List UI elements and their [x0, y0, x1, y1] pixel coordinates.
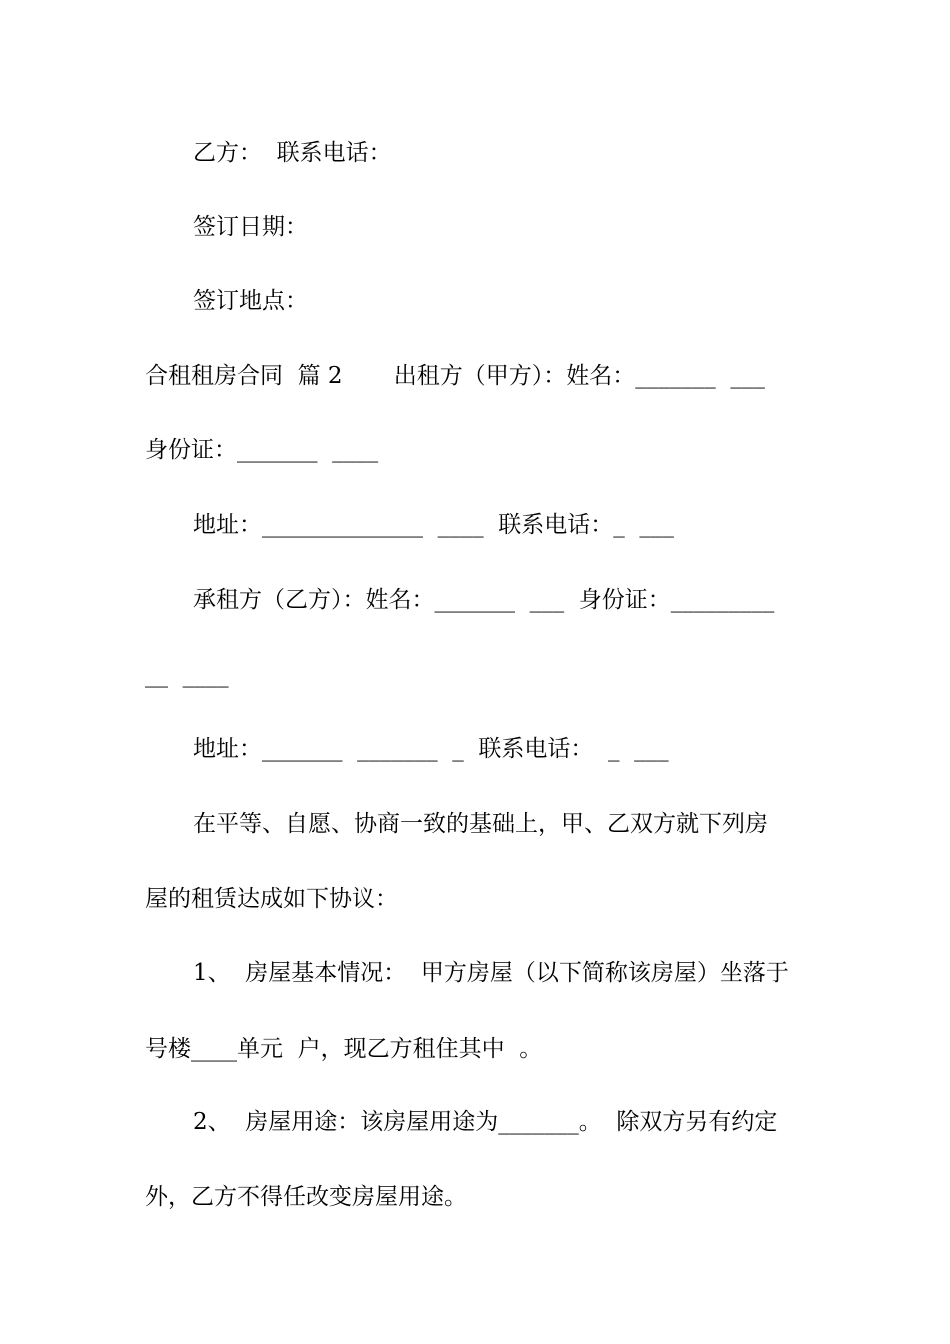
clause-2-line-1: 2、 房屋用途：该房屋用途为_______。 除双方另有约定: [193, 1109, 778, 1135]
signing-date-line: 签订日期：: [193, 214, 308, 240]
clause-1-line-2: 号楼____单元 户，现乙方租住其中 。: [145, 1036, 543, 1062]
clause-2-line-2: 外，乙方不得任改变房屋用途。: [145, 1184, 467, 1210]
clause-1-line-1: 1、 房屋基本情况： 甲方房屋（以下简称该房屋）坐落于: [193, 960, 789, 986]
agreement-intro-line-1: 在平等、自愿、协商一致的基础上，甲、乙双方就下列房: [193, 811, 768, 837]
agreement-intro-line-2: 屋的租赁达成如下协议：: [145, 886, 398, 912]
signing-place-line: 签订地点：: [193, 288, 308, 314]
lessee-address-line: 地址：_______ _______ _ 联系电话： _ ___: [193, 736, 669, 762]
lessor-id-line: 身份证：_______ ____: [145, 437, 379, 463]
lessee-id-continuation-line: __ ____: [145, 662, 229, 688]
lessor-address-line: 地址：______________ ____ 联系电话：_ ___: [193, 512, 674, 538]
lessee-name-line: 承租方（乙方）：姓名：_______ ___ 身份证：_________: [193, 587, 775, 613]
party-b-contact-line: 乙方： 联系电话：: [193, 140, 392, 166]
contract-title-lessor-line: 合租租房合同 篇 2 出租方（甲方）：姓名：_______ ___: [145, 363, 765, 389]
